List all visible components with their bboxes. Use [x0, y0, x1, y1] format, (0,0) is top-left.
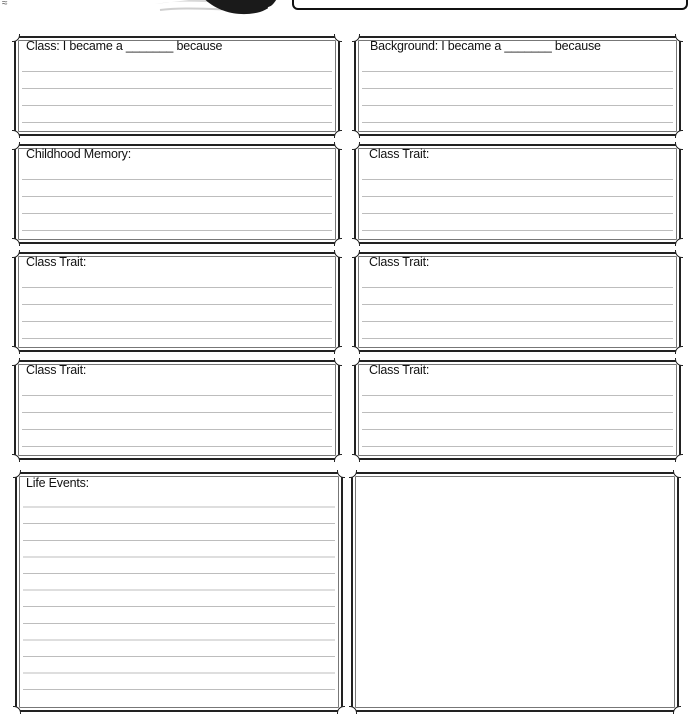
character-details-banner — [292, 0, 688, 10]
class-trait-box-4[interactable] — [14, 360, 340, 460]
ruled-lines — [22, 55, 332, 130]
class-trait-label: Class Trait: — [26, 363, 87, 377]
class-trait-box-2[interactable] — [14, 252, 340, 352]
background-reason-label: Background: I became a _______ because — [370, 39, 601, 53]
ruled-lines — [22, 379, 332, 454]
ruled-lines — [362, 271, 673, 346]
class-trait-label: Class Trait: — [369, 255, 430, 269]
page-edge-mark: ≈ — [2, 0, 8, 9]
class-trait-box-3[interactable] — [354, 252, 681, 352]
class-trait-label: Class Trait: — [26, 255, 87, 269]
class-trait-box-1[interactable] — [354, 144, 681, 244]
ruled-lines — [22, 163, 332, 238]
class-trait-box-5[interactable] — [354, 360, 681, 460]
crow-silhouette-icon — [150, 0, 300, 20]
life-events-box[interactable] — [15, 472, 343, 712]
ruled-lines — [362, 55, 673, 130]
background-reason-box[interactable] — [354, 36, 681, 136]
class-reason-label: Class: I became a _______ because — [26, 39, 223, 53]
class-trait-label: Class Trait: — [369, 147, 430, 161]
class-reason-box[interactable] — [14, 36, 340, 136]
ruled-lines — [22, 271, 332, 346]
life-events-label: Life Events: — [26, 476, 89, 490]
ruled-lines — [23, 491, 335, 706]
childhood-memory-box[interactable] — [14, 144, 340, 244]
ruled-lines — [362, 163, 673, 238]
blank-portrait-box[interactable] — [351, 472, 679, 712]
class-trait-label: Class Trait: — [369, 363, 430, 377]
ruled-lines — [362, 379, 673, 454]
childhood-memory-label: Childhood Memory: — [26, 147, 131, 161]
